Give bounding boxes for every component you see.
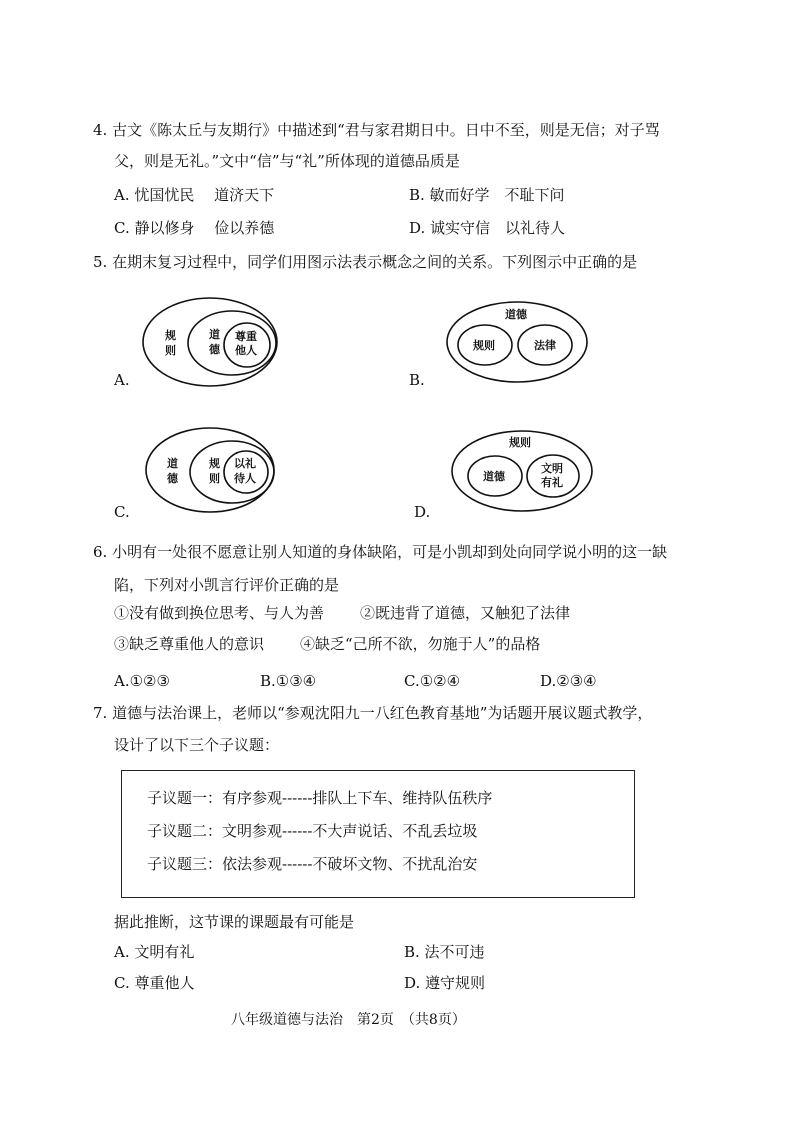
- diagram-c-middle-label-2: 则: [209, 472, 220, 485]
- q4-option-b: B. 敏而好学 不耻下问: [409, 186, 565, 204]
- q4-option-a: A. 忧国忧民 道济天下: [114, 186, 275, 204]
- diagram-c-middle-ellipse: [190, 441, 274, 503]
- page-footer: 八年级道德与法治 第2页 （共8页）: [231, 1012, 466, 1028]
- q6-statement-4: ④缺乏“己所不欲，勿施于人”的品格: [300, 635, 541, 653]
- diagram-c-outer-ellipse: [146, 428, 274, 512]
- q7-option-c: C. 尊重他人: [114, 974, 195, 992]
- diagram-a: [140, 294, 290, 394]
- diagram-d-left-label: 道德: [483, 470, 505, 483]
- q5-stem: 5. 在期末复习过程中，同学们用图示法表示概念之间的关系。下列图示中正确的是: [93, 253, 638, 271]
- diagram-c-outer-label-1: 道: [167, 457, 178, 470]
- diagram-a-inner-label-2: 他人: [235, 344, 257, 357]
- diagram-a-middle-label-1: 道: [209, 328, 220, 341]
- q6-option-b: B.①③④: [260, 672, 317, 690]
- q6-stem-line2: 陷，下列对小凯言行评价正确的是: [114, 576, 340, 594]
- q5-option-d-label: D.: [414, 503, 431, 521]
- q5-option-a-label: A.: [114, 371, 130, 389]
- q6-statement-1: ①没有做到换位思考、与人为善: [114, 604, 325, 622]
- diagram-b-outer-label: 道德: [505, 308, 527, 321]
- q4-stem-line2: 父，则是无礼。”文中“信”与“礼”所体现的道德品质是: [114, 152, 460, 170]
- diagram-c: [143, 424, 283, 519]
- diagram-c-middle-label-1: 规: [209, 457, 220, 470]
- q4-stem-line1: 4. 古文《陈太丘与友期行》中描述到“君与家君期日中。日中不至，则是无信；对子骂: [93, 121, 660, 139]
- diagram-c-inner-label-2: 待人: [234, 472, 256, 485]
- q6-statement-3: ③缺乏尊重他人的意识: [114, 635, 265, 653]
- q4-option-c: C. 静以修身 俭以养德: [114, 219, 275, 237]
- q6-option-c: C.①②④: [404, 672, 461, 690]
- q7-stem-line1: 7. 道德与法治课上，老师以“参观沈阳九一八红色教育基地”为话题开展议题式教学，: [93, 704, 653, 722]
- q6-statement-2: ②既违背了道德，又触犯了法律: [360, 604, 571, 622]
- diagram-d-outer-label: 规则: [509, 436, 531, 449]
- diagram-b-right-label: 法律: [534, 339, 556, 352]
- q7-option-d: D. 遵守规则: [404, 974, 486, 992]
- q6-stem-line1: 6. 小明有一处很不愿意让别人知道的身体缺陷，可是小凯却到处向同学说小明的这一缺: [93, 543, 668, 561]
- q7-stem-line2: 设计了以下三个子议题：: [114, 736, 280, 754]
- q7-option-b: B. 法不可违: [404, 943, 485, 961]
- q7-option-a: A. 文明有礼: [114, 943, 195, 961]
- q5-option-b-label: B.: [409, 371, 425, 389]
- q7-subtopic-1: 子议题一：有序参观------排队上下车、维持队伍秩序: [147, 789, 493, 807]
- diagram-a-middle-label-2: 德: [209, 343, 220, 356]
- q7-inference: 据此推断，这节课的课题最有可能是: [114, 913, 355, 931]
- diagram-c-inner-label-1: 以礼: [234, 457, 256, 470]
- diagram-d-right-label-2: 有礼: [541, 476, 563, 489]
- q7-subtopic-3: 子议题三：依法参观------不破坏文物、不扰乱治安: [147, 855, 478, 873]
- diagram-b: [445, 298, 595, 388]
- diagram-a-outer-label-2: 则: [165, 344, 176, 357]
- q6-option-d: D.②③④: [540, 672, 597, 690]
- q7-subtopic-2: 子议题二：文明参观------不大声说话、不乱丢垃圾: [147, 822, 478, 840]
- q6-option-a: A.①②③: [114, 672, 170, 690]
- diagram-a-outer-label-1: 规: [165, 329, 176, 342]
- diagram-a-middle-ellipse: [188, 311, 276, 375]
- diagram-b-left-label: 规则: [473, 339, 495, 352]
- diagram-d: [450, 426, 600, 516]
- diagram-a-inner-label-1: 尊重: [235, 330, 257, 343]
- q4-option-d: D. 诚实守信 以礼待人: [409, 219, 566, 237]
- diagram-c-outer-label-2: 德: [167, 472, 178, 485]
- diagram-d-right-label-1: 文明: [541, 462, 563, 475]
- q5-option-c-label: C.: [114, 503, 130, 521]
